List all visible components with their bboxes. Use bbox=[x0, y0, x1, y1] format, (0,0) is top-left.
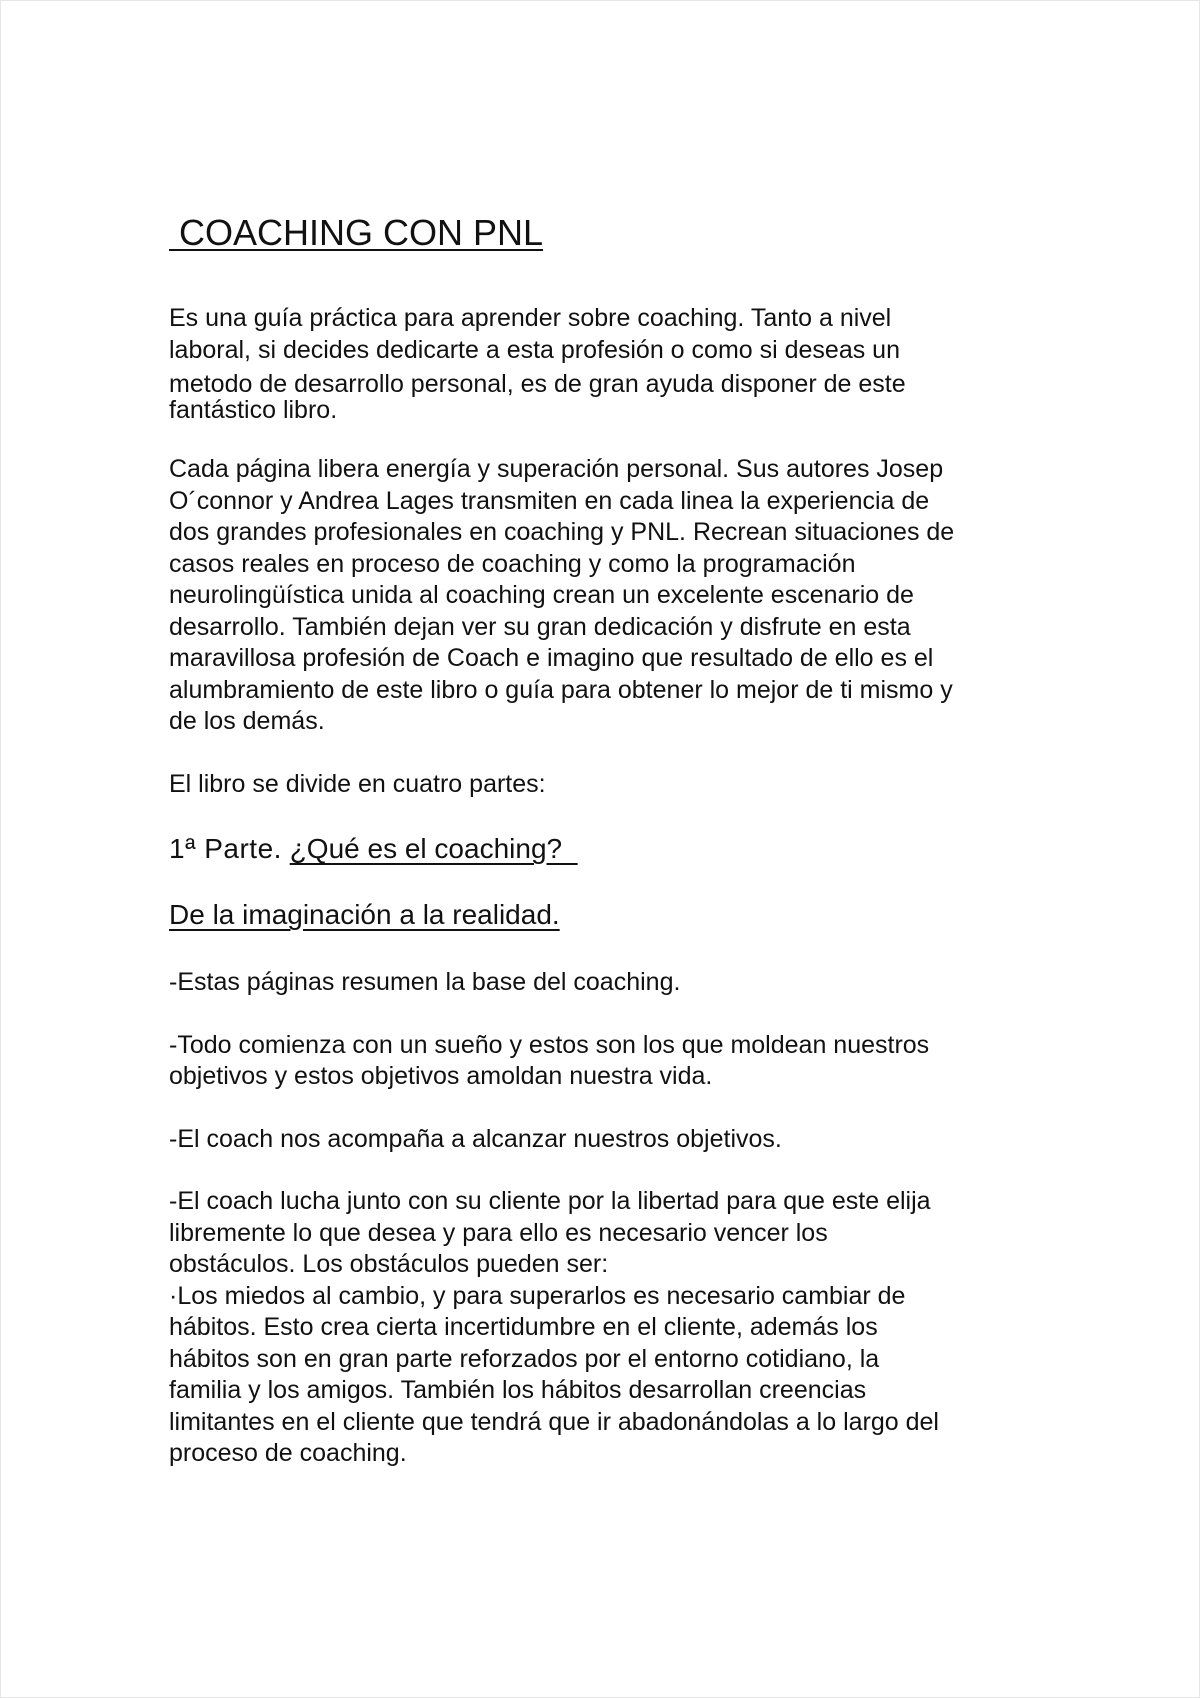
text-line: casos reales en proceso de coaching y como la programación bbox=[169, 549, 856, 578]
part-1-heading bbox=[169, 831, 1049, 867]
bullet-paragraph bbox=[169, 1030, 1049, 1093]
text-line: -El coach nos acompaña a alcanzar nuestros objetivos. bbox=[169, 1124, 782, 1153]
text-line: laboral, si decides dedicarte a esta profesión o como si deseas un bbox=[169, 335, 900, 364]
text-line: dos grandes profesionales en coaching y PNL. Recrean situaciones de bbox=[169, 518, 955, 546]
part-title: ¿Qué es el coaching? bbox=[289, 833, 578, 864]
part-number: 1ª Parte. bbox=[169, 833, 282, 864]
text-line: limitantes en el cliente que tendrá que ir abadonándolas a lo largo del bbox=[169, 1407, 939, 1436]
text-line: O´connor y Andrea Lages transmiten en cada linea la experiencia de bbox=[169, 486, 930, 515]
intro-paragraph bbox=[169, 303, 1049, 423]
text-line: familia y los amigos. También los hábitos desarrollan creencias bbox=[169, 1376, 867, 1404]
text-line: Cada página libera energía y superación personal. Sus autores Josep bbox=[169, 455, 944, 483]
document-title: COACHING CON PNL bbox=[169, 212, 544, 253]
structure-intro bbox=[169, 769, 1049, 801]
text-line: -Todo comienza con un sueño y estos son los que moldean nuestros bbox=[169, 1030, 930, 1059]
authors-paragraph bbox=[169, 454, 1049, 738]
text-line: fantástico libro. bbox=[169, 396, 338, 424]
text-line: Es una guía práctica para aprender sobre coaching. Tanto a nivel bbox=[169, 304, 892, 332]
text-line: objetivos y estos objetivos amoldan nuestra vida. bbox=[169, 1062, 713, 1090]
section-subheading: De la imaginación a la realidad. bbox=[169, 899, 560, 930]
text-line: -Estas páginas resumen la base del coaching. bbox=[169, 968, 681, 996]
text-line: de los demás. bbox=[169, 707, 325, 735]
text-line: -El coach lucha junto con su cliente por la libertad para que este elija bbox=[169, 1187, 931, 1215]
bullet-paragraph bbox=[169, 1124, 1049, 1156]
text-line: libremente lo que desea y para ello es necesario vencer los bbox=[169, 1218, 828, 1247]
text-line: metodo de desarrollo personal, es de gran ayuda disponer de este bbox=[169, 370, 906, 398]
text-line: hábitos son en gran parte reforzados por el entorno cotidiano, la bbox=[169, 1344, 880, 1373]
bullet-paragraph bbox=[169, 1186, 1049, 1470]
text-line: desarrollo. También dejan ver su gran dedicación y disfrute en esta bbox=[169, 612, 911, 641]
text-line: proceso de coaching. bbox=[169, 1439, 407, 1467]
text-line: hábitos. Esto crea cierta incertidumbre en el cliente, además los bbox=[169, 1313, 878, 1341]
document-body bbox=[169, 211, 1049, 1501]
text-line: maravillosa profesión de Coach e imagino que resultado de ello es el bbox=[169, 644, 934, 672]
text-line: alumbramiento de este libro o guía para obtener lo mejor de ti mismo y bbox=[169, 675, 953, 704]
text-line: ·Los miedos al cambio, y para superarlos es necesario cambiar de bbox=[169, 1281, 906, 1310]
text-line: obstáculos. Los obstáculos pueden ser: bbox=[169, 1250, 609, 1278]
text-line: neurolingüística unida al coaching crean un excelente escenario de bbox=[169, 581, 914, 609]
text-line: El libro se divide en cuatro partes: bbox=[169, 769, 546, 798]
bullet-paragraph bbox=[169, 967, 1049, 999]
